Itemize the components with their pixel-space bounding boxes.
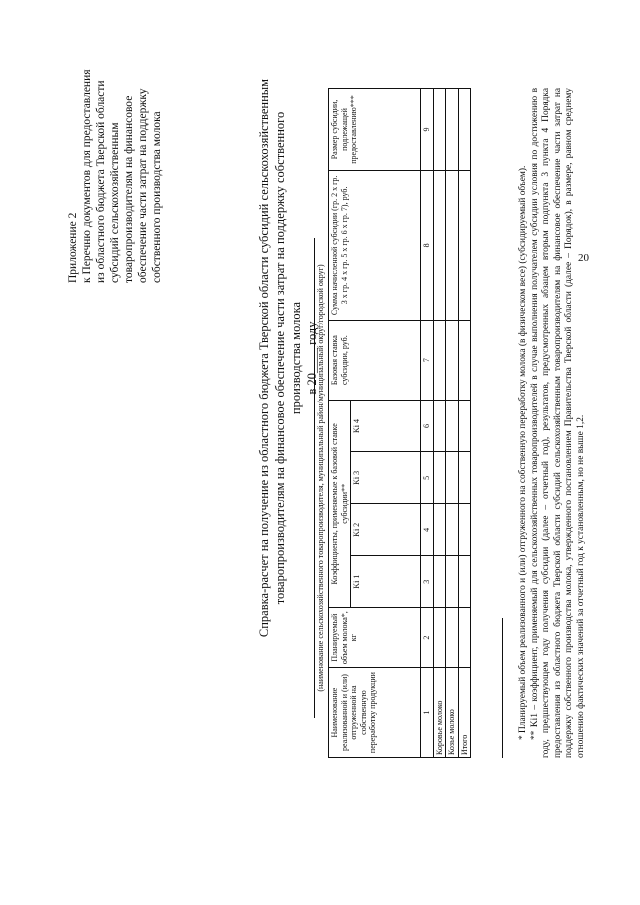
- appendix-line: к Перечню документов для предоставления: [81, 69, 93, 283]
- footnote-separator: [502, 618, 503, 758]
- appendix-block: [66, 13, 164, 283]
- column-number: 6: [421, 400, 434, 452]
- header-ki4: Ki 4: [351, 400, 421, 452]
- title-line: Справка-расчет на получение из областного бюджета Тверской области субсидий сельскохозяйственным: [257, 78, 271, 638]
- header-volume: Планируемый объем молока*, кг: [329, 608, 421, 668]
- table-row: [433, 89, 446, 758]
- header-coefficients: Коэффициенты, применяемые к базовой ставке субсидии**: [329, 400, 351, 608]
- header-subsidy-size: Размер субсидии, подлежащей предоставлению***: [329, 89, 421, 171]
- row-label: Итого: [458, 668, 471, 758]
- column-number-row: [421, 89, 434, 758]
- appendix-line: из областного бюджета Тверской области: [95, 80, 107, 283]
- column-number: 4: [421, 504, 434, 556]
- column-number: 2: [421, 608, 434, 668]
- calculation-table: [328, 88, 471, 758]
- title-line: в 20____ году: [305, 321, 319, 395]
- rotated-page: [6, 8, 626, 888]
- owner-caption: (наименование сельскохозяйственного товаропроизводителя, муниципальный район/муниципальный округ/городской округ): [314, 238, 325, 718]
- table-row: [458, 89, 471, 758]
- appendix-line: собственного производства молока: [151, 111, 163, 283]
- page-number: 20: [578, 252, 589, 264]
- header-ki2: Ki 2: [351, 504, 421, 556]
- appendix-line: Приложение 2: [67, 212, 79, 283]
- header-name: Наименование реализованной и (или) отгруженной на собственную переработку продукции: [329, 668, 421, 758]
- appendix-line: обеспечение части затрат на поддержку: [137, 88, 149, 283]
- header-ki1: Ki 1: [351, 556, 421, 608]
- footnotes: [518, 88, 587, 758]
- column-number: 7: [421, 320, 434, 400]
- title-line: товаропроизводителям на финансовое обеспечение части затрат на поддержку собственного производства молока: [273, 111, 303, 605]
- appendix-line: субсидий сельскохозяйственным: [109, 122, 121, 283]
- column-number: 5: [421, 452, 434, 504]
- header-base-rate: Базовая ставка субсидии, руб.: [329, 320, 421, 400]
- document-title: [256, 78, 320, 638]
- header-sum: Сумма начисленной субсидии (гр. 2 x гр. 3 x гр. 4 x гр. 5 x гр. 6 x гр. 7), руб.: [329, 171, 421, 321]
- column-number: 3: [421, 556, 434, 608]
- header-ki3: Ki 3: [351, 452, 421, 504]
- row-label: Козье молоко: [446, 668, 459, 758]
- footnote-1: * Планируемый объем реализованного и (или) отгруженного на собственную переработку молока (в физическом весе) (субсидируемый объем).: [518, 165, 528, 740]
- table-row: [446, 89, 459, 758]
- row-label: Коровье молоко: [433, 668, 446, 758]
- column-number: 8: [421, 171, 434, 321]
- footnote-2: ** Ki1 – коэффициент, применяемый для сельскохозяйственных товаропроизводителей в случае выполнения получателем субсидии условия по достижению в году, предшествующем году получения субсидии (далее – отчетный год), результатов, предусмотренных абзацем вторым подпункта 3 пункта 4 Порядка предоставления из областного бюджета Тверской области субсидий сельскохозяйственным товаропроизводителям на финансовое обеспечение части затрат на поддержку собственного производства молока, утвержденного постановлением Правительства Тверской области (далее – Порядок), в размере, равном среднему отношению фактических значений за отчетный год к установленным, но не выше 1,2.: [529, 88, 586, 758]
- column-number: 9: [421, 89, 434, 171]
- appendix-line: товаропроизводителям на финансовое: [123, 95, 135, 283]
- column-number: 1: [421, 668, 434, 758]
